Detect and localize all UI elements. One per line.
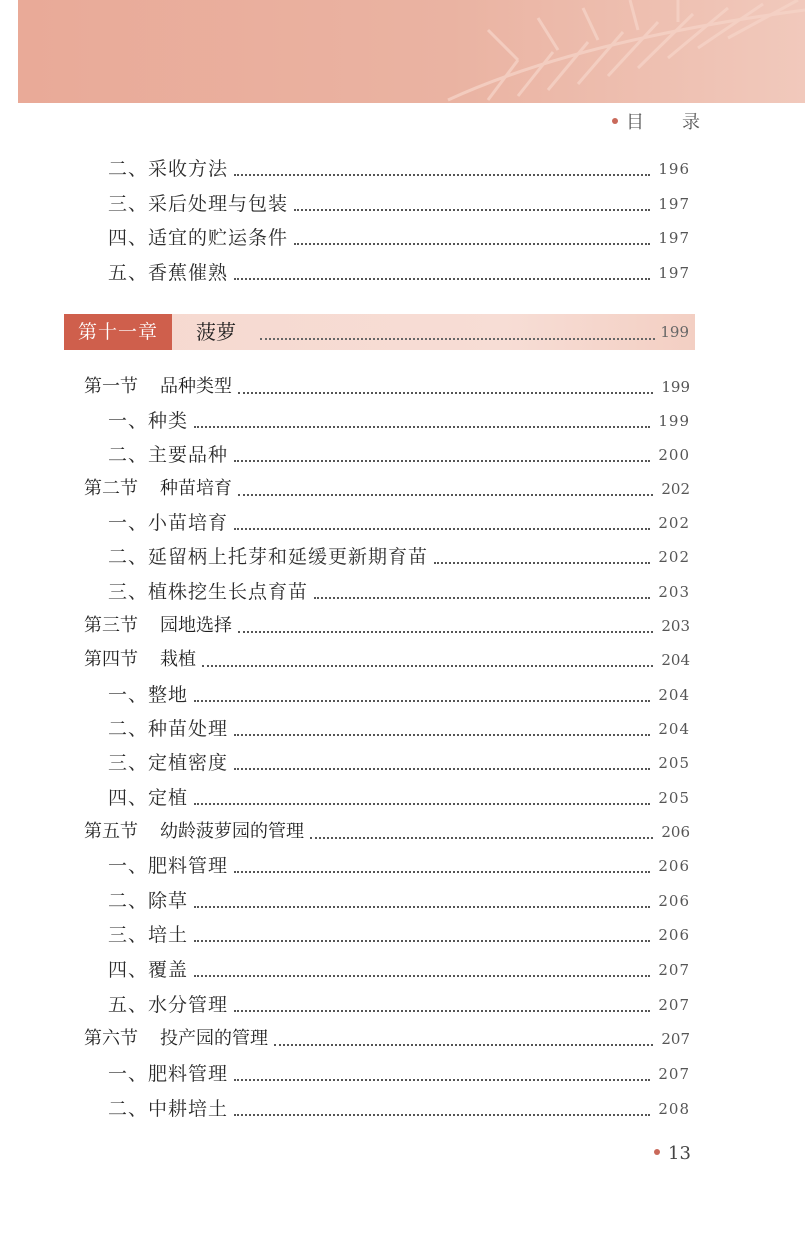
leader-dots [274, 1044, 653, 1046]
leader-dots [234, 1079, 650, 1081]
header-label-text: 目 录 [626, 112, 710, 133]
section-title: 幼龄菠萝园的管理 [160, 821, 304, 842]
section-number: 第四节 [84, 649, 138, 670]
toc-item-page: 197 [658, 264, 690, 282]
section-number: 第五节 [84, 821, 138, 842]
chapter-badge: 第十一章 [64, 314, 172, 350]
toc-item-page: 196 [658, 160, 690, 178]
leader-dots [234, 460, 650, 462]
section-title: 种苗培育 [160, 478, 232, 499]
toc-item-page: 200 [658, 446, 690, 464]
chapter-title: 菠萝 [196, 320, 236, 344]
leader-dots [238, 494, 653, 496]
toc-item-page: 197 [658, 195, 690, 213]
section-number: 第三节 [84, 615, 138, 636]
toc-item [108, 851, 690, 881]
toc-item-page: 203 [658, 583, 690, 601]
toc-item-title: 四、定植 [108, 787, 189, 809]
toc-item-page: 197 [658, 229, 690, 247]
toc-item [108, 783, 690, 813]
section-title: 栽植 [160, 649, 196, 670]
leader-dots [260, 338, 655, 340]
section-title: 园地选择 [160, 615, 232, 636]
section-page: 199 [661, 378, 690, 396]
toc-item [108, 920, 690, 950]
toc-item [108, 886, 690, 916]
leader-dots [194, 803, 650, 805]
leader-dots [294, 209, 650, 211]
toc-item [108, 406, 690, 436]
leader-dots [234, 1114, 650, 1116]
toc-item-title: 三、植株挖生长点育苗 [108, 581, 309, 603]
toc-section [84, 474, 690, 504]
page-number [654, 1143, 691, 1164]
toc-item-title: 一、肥料管理 [108, 1063, 229, 1085]
toc-item [108, 577, 690, 607]
toc-item [108, 189, 690, 219]
toc-item-page: 202 [658, 514, 690, 532]
leader-dots [234, 174, 650, 176]
toc-item-title: 二、除草 [108, 890, 189, 912]
toc-item [108, 542, 690, 572]
toc-section [84, 611, 690, 641]
toc-item-title: 四、适宜的贮运条件 [108, 227, 289, 249]
leader-dots [234, 1010, 650, 1012]
toc-item-page: 204 [658, 720, 690, 738]
toc-item-title: 二、主要品种 [108, 444, 229, 466]
toc-item-title: 四、覆盖 [108, 959, 189, 981]
toc-item-page: 207 [658, 961, 690, 979]
section-title: 投产园的管理 [160, 1028, 268, 1049]
leader-dots [234, 528, 650, 530]
leader-dots [238, 392, 653, 394]
toc-item [108, 258, 690, 288]
toc-item-page: 207 [658, 996, 690, 1014]
toc-section [84, 645, 690, 675]
toc-item-page: 202 [658, 548, 690, 566]
toc-item-page: 205 [658, 754, 690, 772]
section-number: 第六节 [84, 1028, 138, 1049]
leader-dots [238, 631, 653, 633]
toc-item-title: 一、整地 [108, 684, 189, 706]
leader-dots [194, 940, 650, 942]
section-title: 品种类型 [160, 376, 232, 397]
section-page: 207 [661, 1030, 690, 1048]
leader-dots [310, 837, 653, 839]
leader-dots [194, 906, 650, 908]
palm-leaf-decoration [18, 0, 805, 103]
section-page: 206 [661, 823, 690, 841]
leader-dots [234, 768, 650, 770]
leader-dots [194, 426, 650, 428]
bullet-dot-icon [612, 118, 618, 124]
toc-item-title: 一、小苗培育 [108, 512, 229, 534]
toc-item [108, 714, 690, 744]
toc-item-title: 三、定植密度 [108, 752, 229, 774]
leader-dots [294, 243, 650, 245]
toc-item-page: 205 [658, 789, 690, 807]
toc-section [84, 372, 690, 402]
toc-item [108, 1094, 690, 1124]
toc-item-page: 204 [658, 686, 690, 704]
toc-item-page: 208 [658, 1100, 690, 1118]
toc-item [108, 748, 690, 778]
leader-dots [194, 975, 650, 977]
leader-dots [234, 734, 650, 736]
leader-dots [434, 562, 650, 564]
section-number: 第二节 [84, 478, 138, 499]
toc-item-title: 一、种类 [108, 410, 189, 432]
section-number: 第一节 [84, 376, 138, 397]
page-number-text: 13 [668, 1143, 691, 1164]
toc-item-page: 206 [658, 892, 690, 910]
toc-item-title: 五、香蕉催熟 [108, 262, 229, 284]
toc-item [108, 223, 690, 253]
toc-item-title: 三、采后处理与包装 [108, 193, 289, 215]
toc-item [108, 508, 690, 538]
toc-item-page: 206 [658, 926, 690, 944]
section-page: 204 [661, 651, 690, 669]
section-page: 202 [661, 480, 690, 498]
bullet-dot-icon [654, 1149, 660, 1155]
leader-dots [202, 665, 653, 667]
toc-item-page: 206 [658, 857, 690, 875]
toc-item-title: 五、水分管理 [108, 994, 229, 1016]
toc-item-title: 二、采收方法 [108, 158, 229, 180]
toc-item-title: 二、中耕培土 [108, 1098, 229, 1120]
toc-item-title: 一、肥料管理 [108, 855, 229, 877]
section-page: 203 [661, 617, 690, 635]
leader-dots [314, 597, 650, 599]
toc-item-page: 207 [658, 1065, 690, 1083]
toc-item [108, 990, 690, 1020]
toc-item-title: 二、种苗处理 [108, 718, 229, 740]
toc-item [108, 955, 690, 985]
toc-item-title: 三、培土 [108, 924, 189, 946]
toc-item [108, 440, 690, 470]
toc-item-title: 二、延留柄上托芽和延缓更新期育苗 [108, 546, 429, 568]
header-banner [18, 0, 805, 103]
toc-item [108, 1059, 690, 1089]
toc-section [84, 1024, 690, 1054]
toc-item [108, 154, 690, 184]
leader-dots [194, 700, 650, 702]
chapter-page: 199 [660, 323, 689, 341]
running-header [612, 108, 710, 134]
toc-item [108, 680, 690, 710]
toc-section [84, 817, 690, 847]
leader-dots [234, 278, 650, 280]
chapter-heading [64, 314, 695, 350]
leader-dots [234, 871, 650, 873]
toc-item-page: 199 [658, 412, 690, 430]
